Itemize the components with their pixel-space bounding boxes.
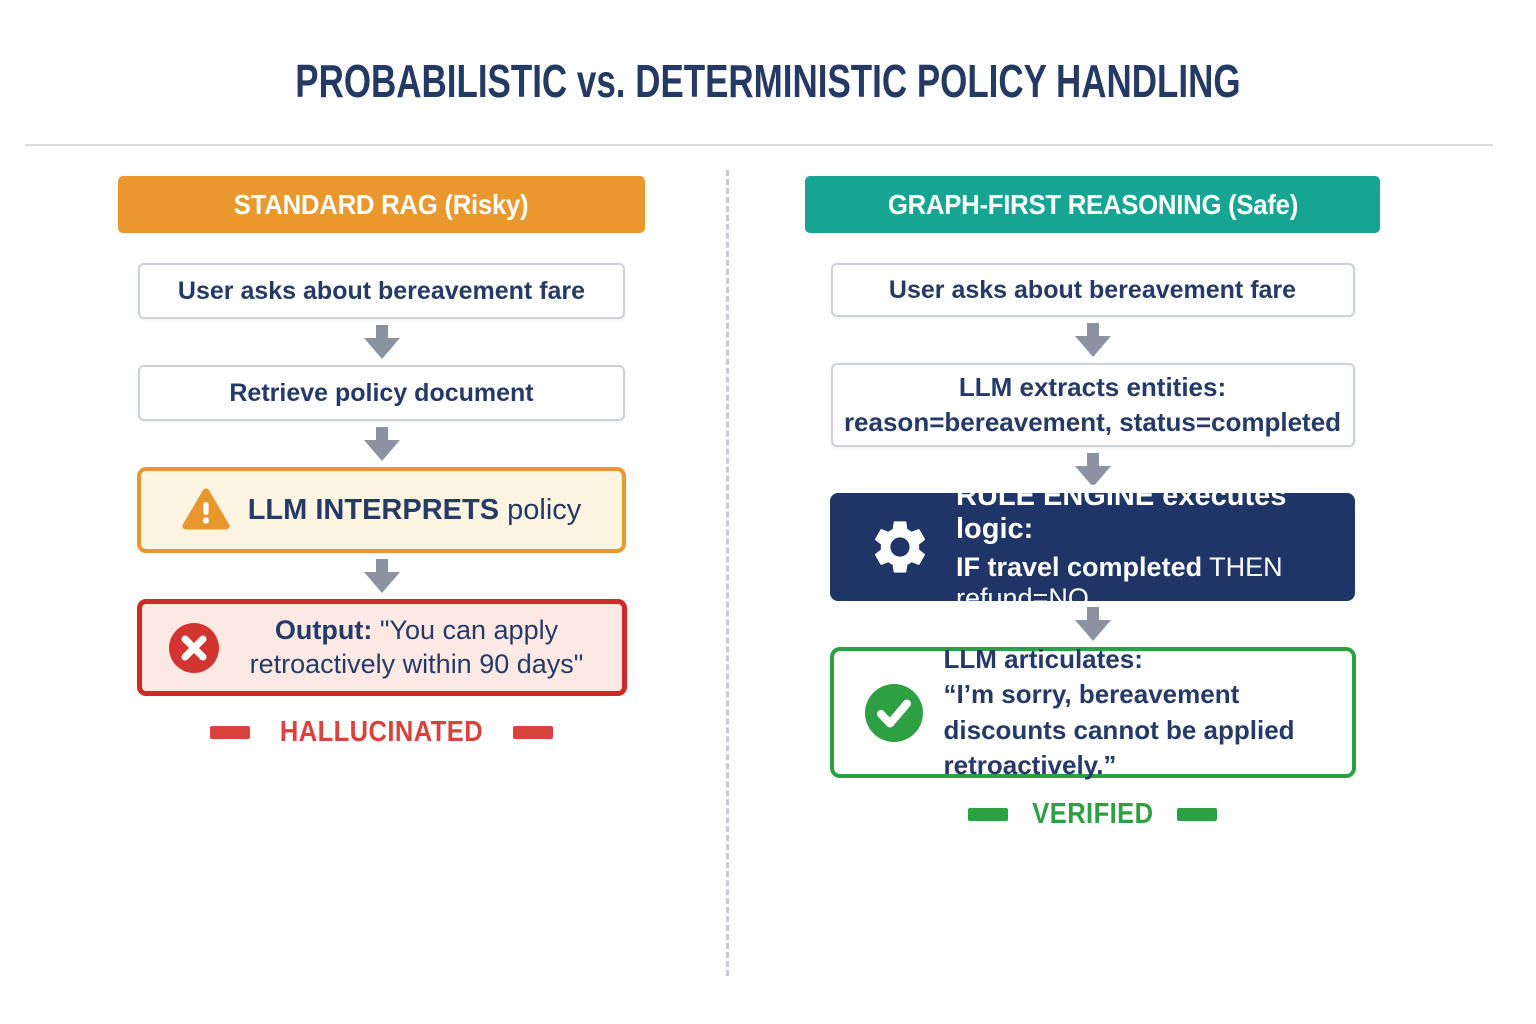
verified-badge <box>968 798 1218 831</box>
check-icon <box>864 683 924 743</box>
hallucinated-badge <box>210 716 553 749</box>
graph-first-column <box>805 176 1380 831</box>
hallucinated-badge-label: HALLUCINATED <box>279 716 484 748</box>
down-arrow-icon <box>354 325 410 359</box>
hallucinated-output-box <box>137 599 627 696</box>
rule-engine-box <box>830 480 1355 613</box>
rule-engine-text <box>956 480 1337 614</box>
left-step-retrieve-policy-label: Retrieve policy document <box>229 378 534 407</box>
llm-articulates-box <box>830 644 1356 780</box>
llm-articulates-text <box>944 642 1328 782</box>
rule-engine-title: RULE ENGINE executes logic: <box>956 480 1287 545</box>
gear-icon <box>868 515 932 579</box>
down-arrow-icon <box>1065 323 1121 357</box>
standard-rag-column <box>118 176 645 749</box>
extract-entities-title: LLM extracts entities: <box>958 371 1227 402</box>
warning-icon <box>182 488 230 532</box>
extract-entities-values: reason=bereavement, status=completed <box>843 407 1342 437</box>
page-title: PROBABILISTIC vs. DETERMINISTIC POLICY HANDLING <box>295 55 1241 107</box>
dashed-column-divider <box>726 170 729 976</box>
down-arrow-icon <box>354 559 410 593</box>
hallucinated-output-label: Output: "You can apply retroactively within 90 days" <box>249 614 584 679</box>
llm-articulates-quote: “I’m sorry, bereavement discounts cannot be applied retroactively.” <box>943 679 1295 780</box>
badge-dash <box>513 726 553 739</box>
down-arrow-icon <box>1065 607 1121 641</box>
badge-dash <box>210 726 250 739</box>
error-x-icon <box>168 622 220 674</box>
llm-articulates-title: LLM articulates: <box>943 644 1143 675</box>
horizontal-divider <box>25 144 1493 146</box>
badge-dash <box>1177 808 1217 821</box>
right-step-user-asks-label: User asks about bereavement fare <box>888 275 1297 304</box>
right-step-user-asks <box>831 263 1355 317</box>
left-step-user-asks-label: User asks about bereavement fare <box>177 276 586 305</box>
rule-engine-logic: IF travel completed THEN refund=NO <box>956 552 1283 613</box>
llm-interprets-label: LLM INTERPRETS policy <box>247 493 582 526</box>
left-step-user-asks <box>138 263 625 319</box>
llm-interprets-warning-box <box>137 467 626 553</box>
graph-first-header <box>805 176 1380 233</box>
left-step-retrieve-policy <box>138 365 625 421</box>
graph-first-header-label: GRAPH-FIRST REASONING (Safe) <box>887 188 1298 220</box>
llm-extracts-entities-box <box>831 363 1355 447</box>
verified-badge-label: VERIFIED <box>1031 798 1154 830</box>
standard-rag-header-label: STANDARD RAG (Risky) <box>234 188 529 220</box>
standard-rag-header <box>118 176 645 233</box>
down-arrow-icon <box>354 427 410 461</box>
badge-dash <box>968 808 1008 821</box>
